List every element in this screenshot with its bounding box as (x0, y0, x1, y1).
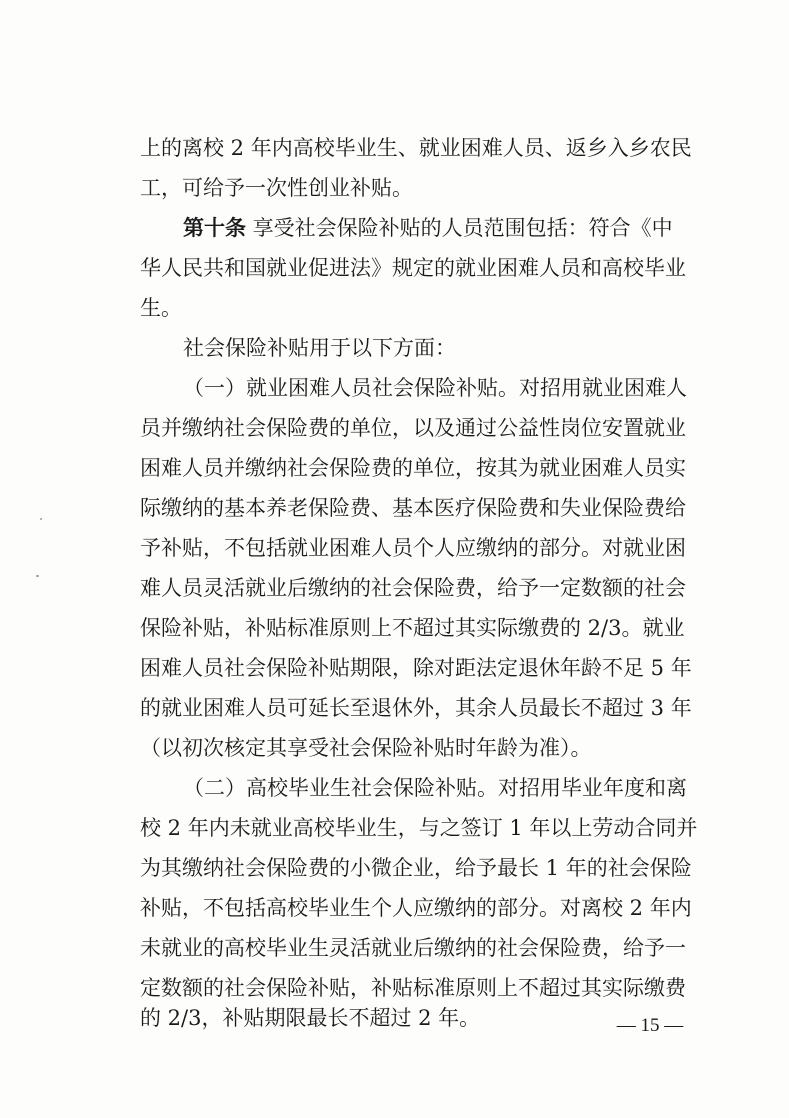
article-10-line-3: 生。 (140, 296, 182, 320)
item-2-line-2: 校 2 年内未就业高校毕业生，与之签订 1 年以上劳动合同并 (140, 816, 698, 840)
item-1-line-7: 保险补贴，补贴标准原则上不超过其实际缴费的 2/3。就业 (140, 616, 685, 640)
item-1-line-6: 难人员灵活就业后缴纳的社会保险费，给予一定数额的社会 (140, 576, 686, 600)
item-1-line-1: （一）就业困难人员社会保险补贴。对招用就业困难人 (183, 376, 687, 400)
item-1-line-9: 的就业困难人员可延长至退休外，其余人员最长不超过 3 年 (140, 696, 692, 720)
item-2-line-6: 定数额的社会保险补贴，补贴标准原则上不超过其实际缴费 (140, 976, 686, 1000)
item-2-line-5: 未就业的高校毕业生灵活就业后缴纳的社会保险费，给予一 (140, 936, 686, 960)
article-10-line-1 (183, 213, 673, 243)
item-2-line-1: （二）高校毕业生社会保险补贴。对招用毕业年度和离 (183, 776, 687, 800)
item-1-line-4: 际缴纳的基本养老保险费、基本医疗保险费和失业保险费给 (140, 496, 686, 520)
item-1-line-3: 困难人员并缴纳社会保险费的单位，按其为就业困难人员实 (140, 456, 686, 480)
scan-speck (40, 518, 42, 520)
item-2-line-7: 的 2/3，补贴期限最长不超过 2 年。 (140, 1006, 481, 1030)
item-1-line-2: 员并缴纳社会保险费的单位，以及通过公益性岗位安置就业 (140, 416, 686, 440)
article-10-heading: 第十条 (183, 215, 246, 240)
paragraph-1-line-1: 上的离校 2 年内高校毕业生、就业困难人员、返乡入乡农民 (140, 136, 692, 160)
item-2-line-4: 补贴，不包括高校毕业生个人应缴纳的部分。对离校 2 年内 (140, 896, 692, 920)
item-2-line-3: 为其缴纳社会保险费的小微企业，给予最长 1 年的社会保险 (140, 856, 692, 880)
paragraph-3-line-1: 社会保险补贴用于以下方面： (183, 336, 456, 360)
page-number: — 15 — (616, 1015, 684, 1036)
paragraph-1-line-2: 工，可给予一次性创业补贴。 (140, 176, 413, 200)
item-1-line-10: （以初次核定其享受社会保险补贴时年龄为准）。 (140, 736, 592, 760)
article-10-line-2: 华人民共和国就业促进法》规定的就业困难人员和高校毕业 (140, 256, 686, 280)
item-1-line-8: 困难人员社会保险补贴期限，除对距法定退休年龄不足 5 年 (140, 656, 692, 680)
item-1-line-5: 予补贴，不包括就业困难人员个人应缴纳的部分。对就业困 (140, 536, 686, 560)
scan-speck (36, 575, 39, 577)
article-10-text: 享受社会保险补贴的人员范围包括：符合《中 (246, 216, 673, 240)
